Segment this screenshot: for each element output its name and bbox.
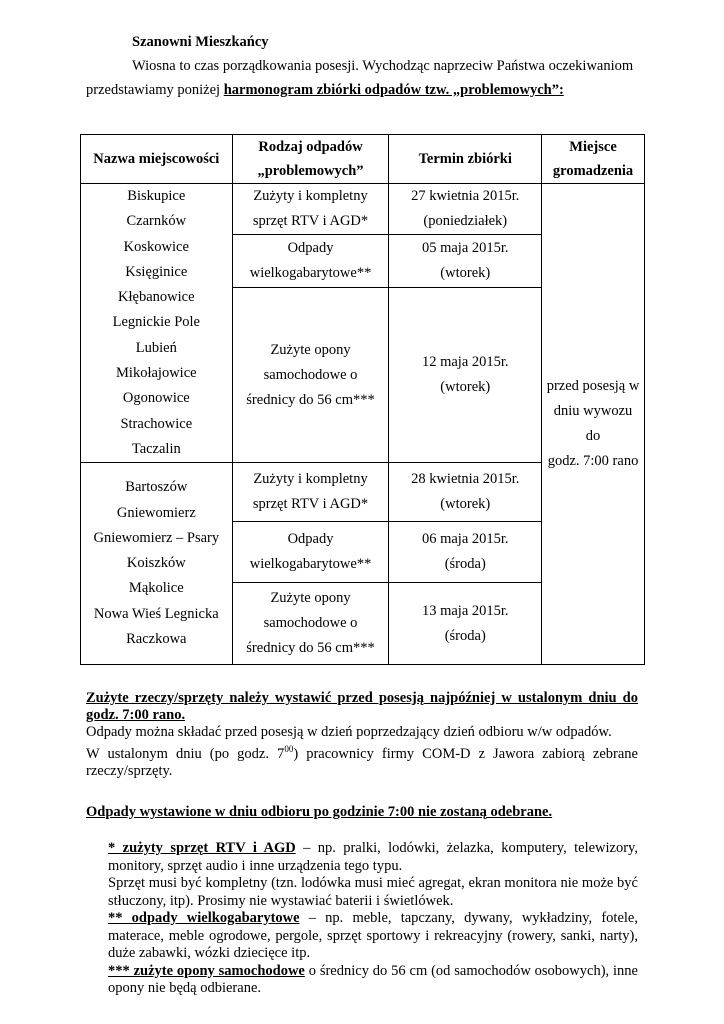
date-cell: 13 maja 2015r. (środa) — [389, 583, 542, 665]
waste-type-cell: Zużyty i kompletny sprzęt RTV i AGD* — [232, 463, 389, 522]
group2-towns: Bartoszów Gniewomierz Gniewomierz – Psary Koiszków Mąkolice Nowa Wieś Legnicka Raczkowa — [81, 463, 233, 665]
collection-place-cell: przed posesją w dniu wywozu do godz. 7:00 rano — [542, 184, 645, 665]
deadline-notice: Zużyte rzeczy/sprzęty należy wystawić przed posesją najpóźniej w ustalonym dniu do godz. 7:00 rano. — [86, 690, 638, 723]
waste-type-cell: Zużyty i kompletny sprzęt RTV i AGD* — [232, 184, 389, 235]
warning-notice: Odpady wystawione w dniu odbioru po godzinie 7:00 nie zostaną odebrane. — [86, 803, 553, 820]
definition-bulky: ** odpady wielkogabarytowe – np. meble, tapczany, dywany, wykładziny, fotele, materace, meble ogrodowe, pergole, sprzęt sportowy i rekreacyjny (rowery, sanki, narty), duże zabawki, wózki dziecięce itp. — [108, 910, 638, 961]
notes-section — [86, 690, 638, 821]
definitions-section — [108, 840, 638, 998]
header-place: Miejsce gromadzenia — [542, 135, 645, 184]
waste-type-cell: Zużyte opony samochodowe o średnicy do 56 cm*** — [232, 287, 389, 462]
schedule-heading: harmonogram zbiórki odpadów tzw. „problemowych”: — [223, 82, 564, 98]
intro-line-2 — [86, 82, 564, 99]
table-header-row — [81, 135, 645, 184]
waste-type-cell: Zużyte opony samochodowe o średnicy do 56 cm*** — [232, 583, 389, 665]
table-row — [81, 184, 645, 235]
header-date: Termin zbiórki — [389, 135, 542, 184]
schedule-table — [80, 134, 645, 665]
waste-type-cell: Odpady wielkogabarytowe** — [232, 235, 389, 287]
salutation: Szanowni Mieszkańcy — [132, 34, 269, 50]
date-cell: 06 maja 2015r. (środa) — [389, 522, 542, 583]
note-line-2: Odpady można składać przed posesją w dzień poprzedzający dzień odbioru w/w odpadów. — [86, 724, 612, 740]
intro-line-1: Wiosna to czas porządkowania posesji. Wychodząc naprzeciw Państwa oczekiwaniom — [132, 58, 634, 74]
definition-rtv: * zużyty sprzęt RTV i AGD – np. pralki, lodówki, żelazka, komputery, telewizory, monitory, sprzęt audio i inne urządzenia tego typu. — [108, 840, 638, 874]
group1-towns: Biskupice Czarnków Koskowice Księginice Kłębanowice Legnickie Pole Lubień Mikołajowice Ogonowice Strachowice Taczalin — [81, 184, 233, 463]
definition-tyres: *** zużyte opony samochodowe o średnicy do 56 cm (od samochodów osobowych), inne opony nie będą odbierane. — [108, 962, 638, 996]
definition-rtv-extra: Sprzęt musi być kompletny (tzn. lodówka musi mieć agregat, ekran monitora nie może być stłuczony, itp). Prosimy nie wystawiać baterii i świetlówek. — [108, 875, 638, 909]
date-cell: 28 kwietnia 2015r. (wtorek) — [389, 463, 542, 522]
note-line-3: W ustalonym dniu (po godz. $7^{00}$) pracownicy firmy COM-D z Jawora zabiorą zebrane rzeczy/sprzęty. — [86, 744, 638, 779]
intro-prefix: przedstawiamy poniżej — [86, 82, 224, 98]
date-cell: 27 kwietnia 2015r. (poniedziałek) — [389, 184, 542, 235]
waste-type-cell: Odpady wielkogabarytowe** — [232, 522, 389, 583]
header-town: Nazwa miejscowości — [81, 135, 233, 184]
date-cell: 12 maja 2015r. (wtorek) — [389, 287, 542, 462]
date-cell: 05 maja 2015r. (wtorek) — [389, 235, 542, 287]
header-type: Rodzaj odpadów „problemowych” — [232, 135, 389, 184]
